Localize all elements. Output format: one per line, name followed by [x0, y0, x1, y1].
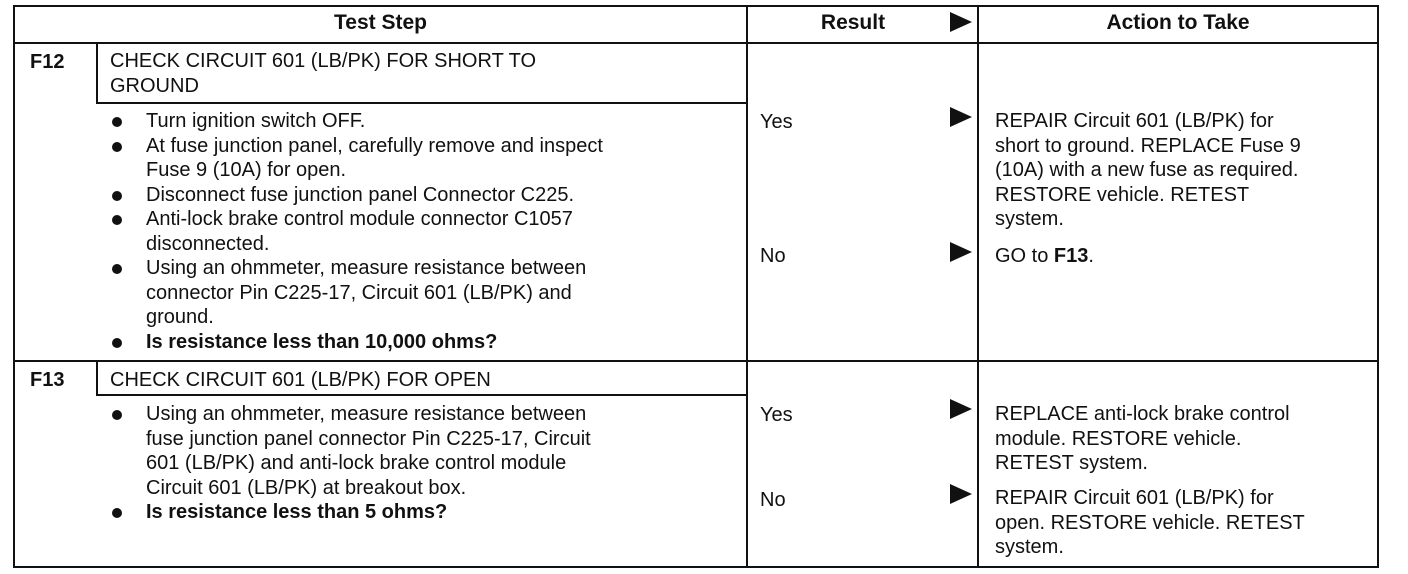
- table-top-border: [13, 5, 1379, 7]
- bullet-line: connector Pin C225-17, Circuit 601 (LB/PK) and: [146, 281, 572, 304]
- f13-bullet-list: [108, 402, 591, 525]
- list-item: [108, 109, 603, 134]
- header-bottom-border: [13, 42, 1379, 44]
- bullet-line: Disconnect fuse junction panel Connector C225.: [146, 183, 575, 206]
- f12-no-arrow-icon: [950, 242, 972, 262]
- list-item: [108, 183, 603, 208]
- f12-action-yes: [995, 109, 1301, 232]
- list-item: [108, 256, 603, 330]
- bullet-line: disconnected.: [146, 232, 270, 255]
- action-line: short to ground. REPLACE Fuse 9: [995, 134, 1301, 157]
- bullet-line: 601 (LB/PK) and anti-lock brake control module: [146, 452, 567, 474]
- f12-result-yes: Yes: [760, 111, 793, 133]
- list-item: [108, 134, 603, 183]
- bullet-line: Turn ignition switch OFF.: [146, 110, 366, 132]
- bullet-line: At fuse junction panel, carefully remove and inspect: [146, 134, 603, 157]
- action-prefix: GO to: [995, 245, 1054, 267]
- f12-action-no: [995, 244, 1094, 269]
- result-column-divider: [746, 5, 748, 568]
- action-line: module. RESTORE vehicle.: [995, 427, 1242, 450]
- header-arrow-icon: [950, 12, 972, 32]
- step-number-f13: F13: [30, 369, 65, 391]
- action-suffix: .: [1088, 245, 1094, 267]
- f12-title-bottom-border: [96, 102, 748, 104]
- f13-yes-arrow-icon: [950, 399, 972, 419]
- step-title-f13: [110, 368, 491, 393]
- action-line: system.: [995, 208, 1064, 230]
- f12-number-divider: [96, 42, 98, 104]
- f13-title-bottom-border: [96, 394, 748, 396]
- step-number-f12: F12: [30, 51, 65, 73]
- f12-yes-arrow-icon: [950, 107, 972, 127]
- bullet-line: ground.: [146, 306, 214, 328]
- title-line: CHECK CIRCUIT 601 (LB/PK) FOR SHORT TO: [110, 50, 537, 72]
- action-line: RETEST system.: [995, 452, 1148, 474]
- action-line: (10A) with a new fuse as required.: [995, 159, 1299, 181]
- list-item: [108, 330, 603, 355]
- header-test-step: Test Step: [334, 11, 427, 34]
- f13-no-arrow-icon: [950, 484, 972, 504]
- bullet-line: Circuit 601 (LB/PK) at breakout box.: [146, 476, 467, 499]
- list-item: [108, 500, 591, 525]
- bullet-line: Using an ohmmeter, measure resistance between: [146, 257, 587, 279]
- action-line: system.: [995, 536, 1064, 558]
- action-line: REPAIR Circuit 601 (LB/PK) for: [995, 110, 1274, 132]
- title-line: CHECK CIRCUIT 601 (LB/PK) FOR OPEN: [110, 369, 491, 391]
- title-line: GROUND: [110, 74, 199, 97]
- action-column-divider: [977, 5, 979, 568]
- list-item: [108, 402, 591, 500]
- action-line: REPLACE anti-lock brake control: [995, 403, 1290, 425]
- action-line: open. RESTORE vehicle. RETEST: [995, 511, 1305, 534]
- bullet-line: Fuse 9 (10A) for open.: [146, 159, 347, 181]
- f13-number-divider: [96, 360, 98, 396]
- f12-bullet-list: [108, 109, 603, 354]
- step-separator: [13, 360, 1379, 362]
- f12-result-no: No: [760, 245, 786, 267]
- bullet-line: Using an ohmmeter, measure resistance between: [146, 403, 587, 425]
- f13-action-no: [995, 486, 1305, 560]
- question-line: Is resistance less than 5 ohms?: [146, 501, 448, 523]
- list-item: [108, 207, 603, 256]
- f13-result-yes: Yes: [760, 404, 793, 426]
- header-result: Result: [820, 11, 886, 34]
- f13-action-yes: [995, 402, 1290, 476]
- step-title-f12: [110, 49, 536, 98]
- header-action: Action to Take: [1106, 11, 1250, 34]
- table-right-border: [1377, 5, 1379, 568]
- bullet-line: fuse junction panel connector Pin C225-17, Circuit: [146, 427, 591, 450]
- action-step-ref: F13: [1053, 245, 1089, 267]
- action-line: REPAIR Circuit 601 (LB/PK) for: [995, 487, 1274, 509]
- action-line: RESTORE vehicle. RETEST: [995, 183, 1250, 206]
- bullet-line: Anti-lock brake control module connector C1057: [146, 208, 573, 230]
- table-left-border: [13, 5, 15, 568]
- f13-result-no: No: [760, 489, 786, 511]
- question-line: Is resistance less than 10,000 ohms?: [146, 330, 498, 353]
- table-bottom-border: [13, 566, 1379, 568]
